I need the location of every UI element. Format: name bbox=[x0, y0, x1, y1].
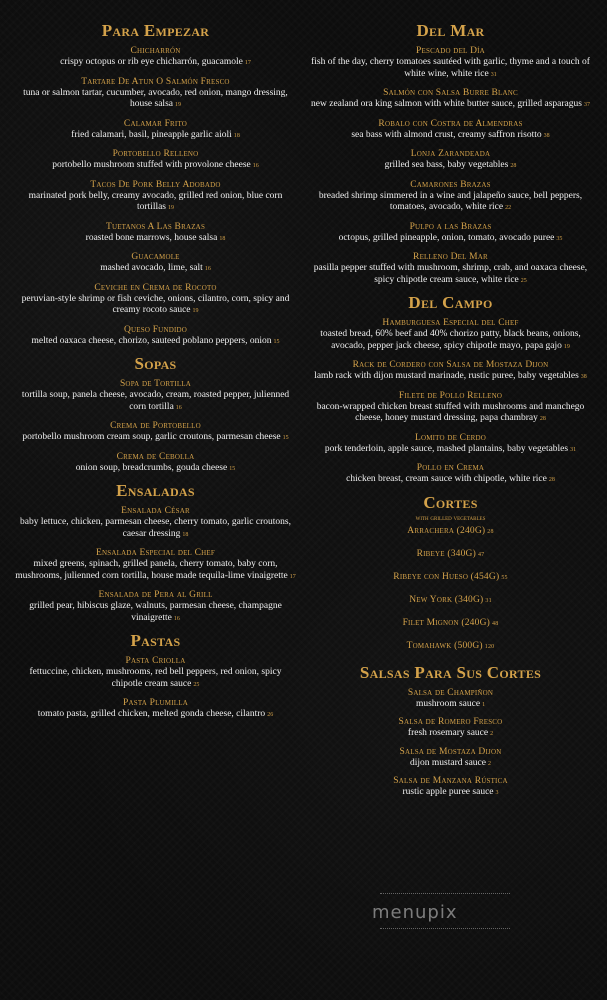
item-description bbox=[14, 463, 297, 476]
item-price: 47 bbox=[477, 551, 485, 558]
item-description-text: melted oaxaca cheese, chorizo, sauteed poblano peppers, onion bbox=[31, 335, 272, 346]
menu-item bbox=[309, 119, 592, 143]
item-name-text: Tartare De Atun O Salmón Fresco bbox=[81, 76, 230, 87]
section-title: Pastas bbox=[130, 631, 181, 650]
item-description bbox=[14, 88, 297, 112]
item-name-text: Pulpo a las Brazas bbox=[409, 221, 492, 232]
item-name-text: Hamburguesa Especial del Chef bbox=[382, 318, 519, 328]
menu-item bbox=[14, 252, 297, 276]
item-price: 28 bbox=[539, 416, 546, 422]
item-name bbox=[14, 222, 297, 233]
item-description bbox=[14, 294, 297, 318]
item-name-text: Pescado del Día bbox=[416, 46, 485, 56]
menu-item bbox=[14, 379, 297, 414]
item-name bbox=[14, 283, 297, 294]
item-name bbox=[309, 717, 592, 728]
item-price: 28 bbox=[510, 163, 517, 169]
item-name-text: Tacos De Pork Belly Adobado bbox=[90, 179, 221, 190]
item-description-text: portobello mushroom cream soup, garlic croutons, parmesan cheese bbox=[22, 432, 281, 442]
item-description bbox=[14, 263, 297, 276]
item-name bbox=[309, 391, 592, 402]
item-name-text: Guacamole bbox=[131, 252, 180, 262]
item-description bbox=[309, 191, 592, 215]
item-price: 28 bbox=[548, 477, 555, 483]
item-description bbox=[309, 474, 592, 487]
menu-item bbox=[14, 180, 297, 215]
item-price: 17 bbox=[289, 573, 296, 580]
item-name bbox=[14, 325, 297, 336]
item-description-text: sea bass with almond crust, creamy saffron risotto bbox=[351, 129, 542, 140]
item-price: 16 bbox=[175, 404, 182, 411]
menu-item bbox=[14, 421, 297, 445]
item-name bbox=[14, 149, 297, 160]
item-price: 25 bbox=[520, 277, 527, 284]
item-description-text: rustic apple puree sauce bbox=[402, 787, 494, 797]
watermark-logo: menupix bbox=[372, 902, 458, 923]
menu-item bbox=[14, 325, 297, 349]
item-price: 19 bbox=[175, 102, 181, 108]
section-salsas-para-sus-cortes bbox=[309, 664, 592, 800]
item-description-text: lamb rack with dijon mustard marinade, rustic puree, baby vegetables bbox=[314, 371, 579, 381]
item-name-text: Salmón con Salsa Burre Blanc bbox=[383, 88, 518, 98]
item-name-text: Salsa de Manzana Rústica bbox=[393, 776, 508, 786]
menu-item bbox=[14, 698, 297, 722]
item-name-text: Lomito de Cerdo bbox=[414, 432, 487, 443]
item-name bbox=[309, 595, 592, 607]
item-description bbox=[14, 432, 297, 445]
item-description-text: chicken breast, cream sauce with chipotle, white rice bbox=[346, 474, 547, 484]
menu-item bbox=[309, 252, 592, 287]
item-description-text: roasted bone marrows, house salsa bbox=[85, 232, 218, 243]
item-description-text: mushroom sauce bbox=[415, 698, 481, 709]
menu-item bbox=[309, 688, 592, 712]
item-price: 17 bbox=[244, 60, 251, 66]
item-price: 16 bbox=[173, 615, 180, 622]
item-name-text: Ensalada de Pera al Grill bbox=[98, 590, 213, 600]
item-description bbox=[309, 99, 592, 112]
item-description-text: pasilla pepper stuffed with mushroom, shrimp, crab, and oaxaca cheese, spicy chipotle cream sauce, white rice bbox=[313, 263, 588, 285]
item-name bbox=[309, 747, 592, 758]
item-name bbox=[14, 421, 297, 432]
item-description bbox=[14, 130, 297, 143]
item-name bbox=[309, 549, 592, 561]
item-name-text: Crema de Portobello bbox=[110, 421, 201, 431]
item-description-text: onion soup, breadcrumbs, gouda cheese bbox=[75, 462, 228, 473]
item-description bbox=[14, 709, 297, 722]
item-name bbox=[309, 88, 592, 99]
item-description-text: grilled pear, hibiscus glaze, walnuts, parmesan cheese, champagne vinaigrette bbox=[29, 601, 282, 623]
item-name-text: Rack de Cordero con Salsa de Mostaza Dijon bbox=[352, 360, 549, 370]
menu-item bbox=[309, 88, 592, 112]
item-name-text: Camarones Brazas bbox=[410, 179, 491, 190]
item-price: 18 bbox=[233, 132, 240, 139]
section-title: Ensaladas bbox=[116, 481, 195, 500]
menu-item bbox=[309, 618, 592, 630]
item-name-text: Relleno Del Mar bbox=[413, 252, 488, 262]
menu-item bbox=[14, 452, 297, 476]
item-price: 31 bbox=[490, 71, 497, 78]
item-description-text: mashed avocado, lime, salt bbox=[100, 263, 203, 273]
item-name bbox=[309, 222, 592, 233]
item-name bbox=[309, 360, 592, 371]
item-description bbox=[309, 263, 592, 287]
item-description bbox=[309, 233, 592, 246]
section-title: Cortes bbox=[423, 492, 478, 512]
item-name bbox=[14, 590, 297, 601]
item-description bbox=[14, 667, 297, 691]
menu-item bbox=[14, 656, 297, 691]
item-name-text: Lonja Zarandeada bbox=[410, 149, 491, 159]
item-price: 1 bbox=[482, 701, 486, 708]
item-name bbox=[309, 149, 592, 160]
watermark-line-bottom bbox=[380, 928, 510, 929]
item-name bbox=[14, 252, 297, 263]
item-description-text: mixed greens, spinach, grilled panela, cherry tomato, baby corn, mushrooms, julienned corn tortilla, house made tequila-lime vinaigrette bbox=[15, 559, 288, 581]
menu-item bbox=[309, 318, 592, 353]
item-name bbox=[309, 119, 592, 130]
section-title: Salsas Para Sus Cortes bbox=[359, 662, 542, 682]
item-description bbox=[14, 601, 297, 625]
item-name bbox=[14, 119, 297, 130]
item-description-text: fried calamari, basil, pineapple garlic aioli bbox=[71, 129, 232, 140]
item-description-text: toasted bread, 60% beef and 40% chorizo patty, black beans, onions, avocado, pepper jack cheese, spicy chipotle mayo, papa gajo bbox=[320, 329, 581, 351]
item-description-text: new zealand ora king salmon with white butter sauce, grilled asparagus bbox=[311, 99, 582, 109]
left-column bbox=[0, 0, 303, 1000]
item-description bbox=[309, 130, 592, 143]
item-description bbox=[309, 160, 592, 173]
item-name-text: New York (340G) bbox=[409, 594, 484, 605]
item-name-text: Tuetanos A Las Brazas bbox=[105, 221, 206, 232]
item-name bbox=[14, 452, 297, 463]
item-name-text: Ensalada César bbox=[121, 506, 190, 516]
item-description bbox=[14, 233, 297, 246]
menu-item bbox=[309, 526, 592, 538]
item-price: 2 bbox=[487, 760, 491, 767]
item-name bbox=[14, 698, 297, 709]
item-description-text: peruvian-style shrimp or fish ceviche, onions, cilantro, corn, spicy and creamy rocoto sauce bbox=[21, 293, 290, 315]
section-pastas bbox=[14, 632, 297, 722]
item-price: 18 bbox=[182, 531, 189, 538]
item-price: 48 bbox=[492, 620, 499, 627]
section-sopas bbox=[14, 355, 297, 475]
item-description-text: fettuccine, chicken, mushrooms, red bell peppers, red onion, spicy chipotle cream sauce bbox=[29, 667, 282, 689]
watermark-line-top bbox=[380, 893, 510, 894]
item-name-text: Arrachera (240G) bbox=[407, 525, 486, 536]
item-price: 19 bbox=[168, 205, 175, 211]
item-description bbox=[14, 336, 297, 349]
section-cortes bbox=[309, 494, 592, 653]
item-price: 55 bbox=[501, 574, 508, 581]
item-price: 16 bbox=[204, 266, 211, 272]
menu-item bbox=[309, 641, 592, 653]
item-name-text: Salsa de Champiñon bbox=[407, 687, 494, 698]
item-price: 37 bbox=[583, 102, 590, 108]
item-name-text: Portobello Relleno bbox=[112, 149, 199, 159]
item-price: 28 bbox=[487, 528, 494, 535]
item-price: 19 bbox=[192, 308, 199, 314]
item-name bbox=[309, 688, 592, 699]
item-price: 16 bbox=[252, 163, 259, 169]
item-name-text: Robalo con Costra de Almendras bbox=[378, 118, 523, 129]
item-price: 2 bbox=[490, 731, 494, 737]
section-del-campo bbox=[309, 294, 592, 487]
section-title: Del Mar bbox=[416, 21, 485, 40]
item-description-text: marinated pork belly, creamy avocado, grilled red onion, blue corn tortillas bbox=[28, 190, 283, 212]
item-name-text: Salsa de Romero Fresco bbox=[398, 717, 503, 727]
item-description-text: dijon mustard sauce bbox=[410, 757, 486, 768]
item-name-text: Ensalada Especial del Chef bbox=[96, 548, 215, 558]
menu-item bbox=[309, 222, 592, 246]
menu-item bbox=[309, 149, 592, 173]
item-price: 3 bbox=[495, 790, 499, 796]
item-description-text: breaded shrimp simmered in a wine and jalapeño sauce, bell peppers, tomatoes, avocado, white rice bbox=[318, 190, 583, 212]
item-description bbox=[14, 191, 297, 215]
item-description-text: fish of the day, cherry tomatoes sautéed with garlic, thyme and a touch of white wine, white rice bbox=[311, 57, 590, 79]
item-name-text: Crema de Cebolla bbox=[116, 451, 195, 462]
menu-item bbox=[14, 77, 297, 112]
item-description bbox=[14, 57, 297, 70]
item-description bbox=[14, 160, 297, 173]
item-price: 25 bbox=[193, 681, 200, 688]
item-name-text: Ribeye con Hueso (454G) bbox=[393, 571, 500, 582]
item-name bbox=[14, 77, 297, 88]
item-description-text: crispy octopus or rib eye chicharrón, guacamole bbox=[60, 57, 243, 67]
item-description-text: fresh rosemary sauce bbox=[407, 728, 489, 738]
item-name bbox=[309, 572, 592, 584]
item-name bbox=[14, 180, 297, 191]
item-name bbox=[14, 548, 297, 559]
item-description-text: pork tenderloin, apple sauce, mashed plantains, baby vegetables bbox=[324, 443, 569, 454]
item-name-text: Pollo en Crema bbox=[416, 463, 485, 473]
menu-item bbox=[14, 548, 297, 583]
item-name-text: Salsa de Mostaza Dijon bbox=[399, 746, 502, 757]
item-description-text: baby lettuce, chicken, parmesan cheese, cherry tomato, garlic croutons, caesar dressing bbox=[20, 517, 291, 539]
item-name bbox=[14, 656, 297, 667]
item-price: 18 bbox=[219, 235, 226, 242]
item-name bbox=[309, 776, 592, 787]
item-name bbox=[309, 641, 592, 653]
item-description bbox=[309, 444, 592, 457]
item-name-text: Ribeye (340G) bbox=[416, 548, 476, 559]
item-description-text: tomato pasta, grilled chicken, melted gonda cheese, cilantro bbox=[37, 709, 266, 719]
item-description-text: octopus, grilled pineapple, onion, tomato, avocado puree bbox=[338, 232, 555, 243]
item-name bbox=[309, 318, 592, 329]
item-price: 38 bbox=[580, 374, 587, 380]
item-name-text: Filete de Pollo Relleno bbox=[398, 390, 503, 401]
item-name-text: Pasta Criolla bbox=[125, 656, 186, 666]
item-name-text: Pasta Plumilla bbox=[123, 698, 188, 708]
item-name-text: Filet Mignon (240G) bbox=[402, 617, 491, 628]
item-description bbox=[309, 57, 592, 81]
menu-item bbox=[14, 222, 297, 246]
item-price: 26 bbox=[267, 712, 274, 718]
menu-item bbox=[14, 283, 297, 318]
menu-item bbox=[309, 776, 592, 800]
menu-item bbox=[309, 180, 592, 215]
menu-item bbox=[309, 549, 592, 561]
item-price: 31 bbox=[570, 446, 577, 453]
item-description bbox=[309, 758, 592, 771]
menu-item bbox=[309, 747, 592, 771]
item-description bbox=[309, 728, 592, 741]
item-description bbox=[309, 699, 592, 712]
section-title: Para Empezar bbox=[101, 21, 210, 40]
item-price: 15 bbox=[273, 338, 280, 345]
section-ensaladas bbox=[14, 482, 297, 625]
item-price: 38 bbox=[543, 132, 550, 139]
menu-item bbox=[309, 46, 592, 81]
item-name bbox=[309, 433, 592, 444]
item-description bbox=[309, 787, 592, 800]
item-name-text: Queso Fundido bbox=[123, 324, 187, 335]
item-name bbox=[14, 46, 297, 57]
item-name bbox=[309, 46, 592, 57]
menu-item bbox=[14, 590, 297, 625]
section-title: Sopas bbox=[134, 354, 177, 373]
menu-item bbox=[309, 360, 592, 384]
item-description bbox=[14, 390, 297, 414]
item-name bbox=[309, 180, 592, 191]
item-name-text: Chicharrón bbox=[130, 46, 181, 56]
item-price: 15 bbox=[229, 465, 236, 472]
item-price: 19 bbox=[563, 343, 570, 350]
menu-item bbox=[14, 149, 297, 173]
section-title: Del Campo bbox=[408, 293, 493, 312]
item-name bbox=[309, 618, 592, 630]
item-description bbox=[14, 517, 297, 541]
section-para-empezar bbox=[14, 22, 297, 348]
menu-item bbox=[309, 391, 592, 426]
item-name-text: Sopa de Tortilla bbox=[119, 379, 192, 389]
item-description-text: portobello mushroom stuffed with provolone cheese bbox=[52, 160, 251, 170]
item-description-text: tortilla soup, panela cheese, avocado, cream, roasted pepper, julienned corn tortilla bbox=[21, 390, 290, 412]
menu-item bbox=[14, 119, 297, 143]
item-name bbox=[309, 526, 592, 538]
menu-item bbox=[309, 717, 592, 741]
menu-item bbox=[309, 595, 592, 607]
item-price: 35 bbox=[556, 235, 563, 242]
item-name bbox=[309, 463, 592, 474]
menu-item bbox=[14, 46, 297, 70]
item-price: 120 bbox=[484, 643, 495, 650]
menu-item bbox=[309, 572, 592, 584]
item-description bbox=[14, 559, 297, 583]
item-name bbox=[309, 252, 592, 263]
menu-item bbox=[309, 463, 592, 487]
item-name-text: Ceviche en Crema de Rocoto bbox=[94, 282, 217, 293]
item-price: 22 bbox=[505, 205, 512, 211]
item-description-text: bacon-wrapped chicken breast stuffed with mushrooms and manchego cheese, honey mustard dressing, papa chambray bbox=[316, 401, 585, 423]
section-subtitle: with grilled vegetables bbox=[415, 513, 486, 522]
item-description bbox=[309, 371, 592, 384]
item-name-text: Tomahawk (500G) bbox=[406, 640, 483, 651]
menu-item bbox=[14, 506, 297, 541]
section-del-mar bbox=[309, 22, 592, 287]
item-description-text: grilled sea bass, baby vegetables bbox=[384, 160, 509, 170]
item-name bbox=[14, 506, 297, 517]
item-name-text: Calamar Frito bbox=[123, 118, 188, 129]
item-name bbox=[14, 379, 297, 390]
item-price: 31 bbox=[485, 597, 492, 604]
menu-item bbox=[309, 433, 592, 457]
item-price: 15 bbox=[282, 435, 289, 441]
item-description-text: tuna or salmon tartar, cucumber, avocado, red onion, mango dressing, house salsa bbox=[23, 87, 288, 109]
right-column bbox=[303, 0, 606, 1000]
item-description bbox=[309, 402, 592, 426]
item-description bbox=[309, 329, 592, 353]
